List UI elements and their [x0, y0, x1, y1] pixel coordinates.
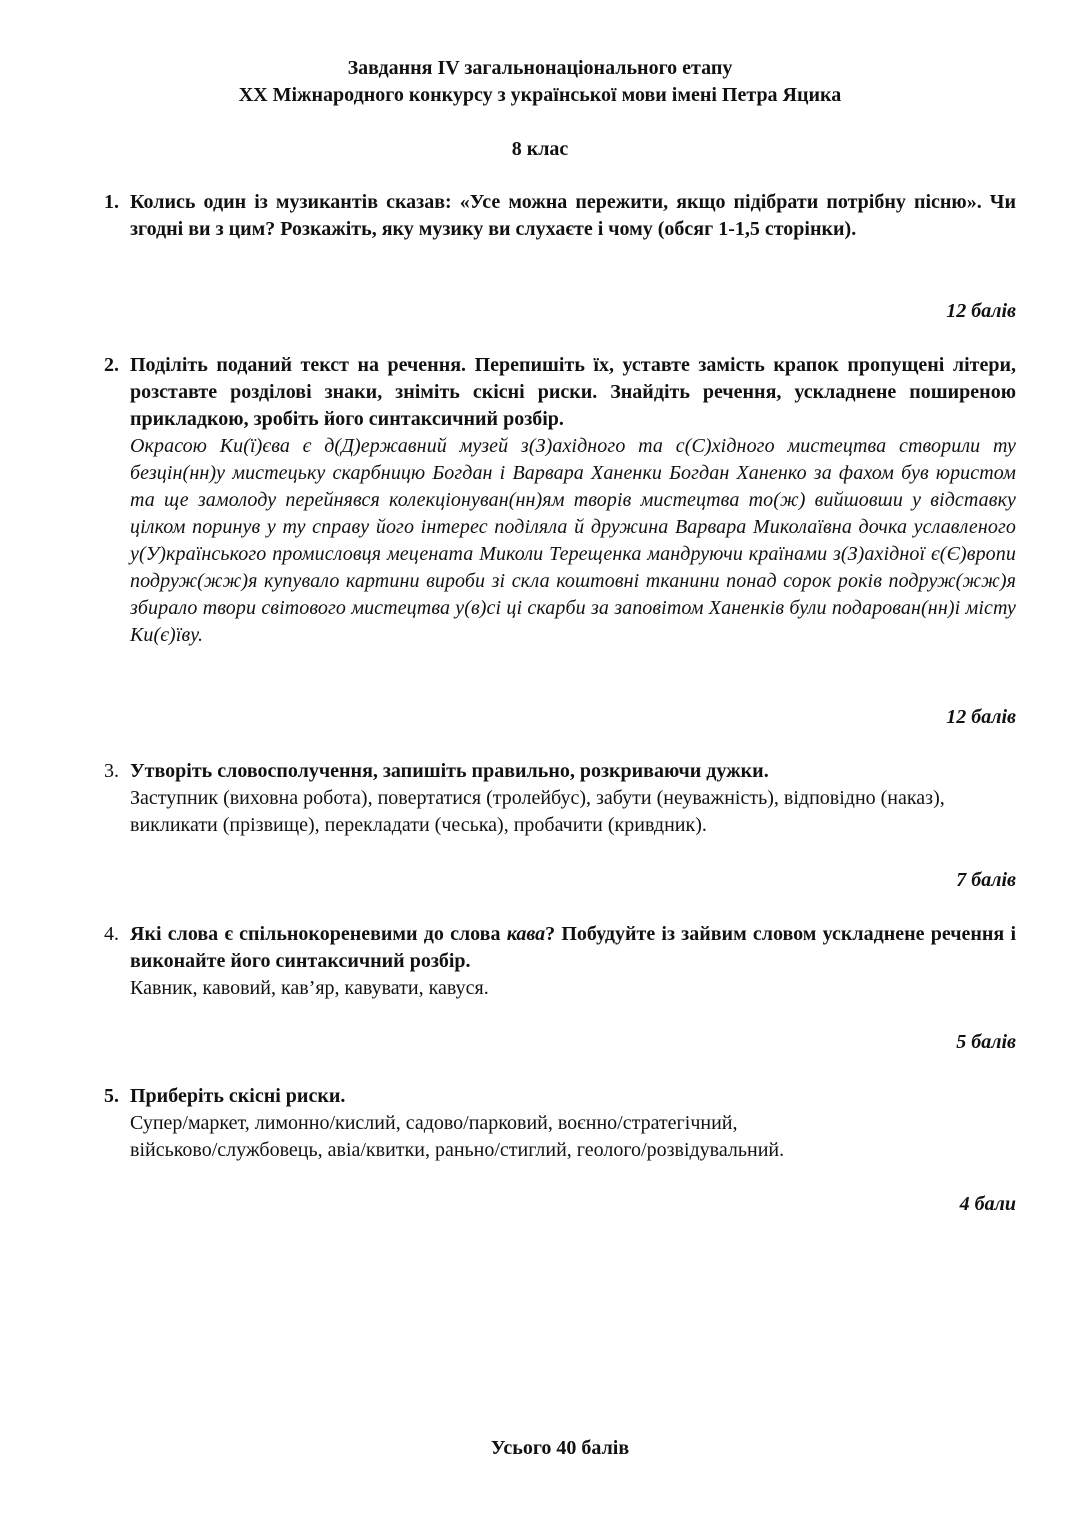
task-3: [104, 758, 1016, 839]
question-part-before: Які слова є спільнокореневими до слова: [130, 923, 507, 945]
header-title-line1: Завдання IV загальнонаціонального етапу: [347, 57, 733, 79]
task-number: 3.: [104, 760, 119, 782]
task-number: 5.: [104, 1085, 119, 1107]
task-4: [104, 921, 1016, 1002]
total-score: Усього 40 балів: [490, 1437, 630, 1459]
task-1: [104, 189, 1016, 243]
task-number: 2.: [104, 354, 119, 376]
task-text: Окрасою Ки(ї)єва є д(Д)ержавний музей з(З)ахідного та с(С)хідного мистецтва створили ту безцін(нн)у мистецьку скарбницю Богдан і Варвара Ханенки Богдан Ханенко за фахом був юристом та ще замолоду перейнявся колекціонуван(нн)ям творів мистецтва то(ж) вийшовши у відставку цілком поринув у ту справу його інтерес поділяла й дружина Варвара Миколаївна дочка уславленого у(У)країнського промисловця мецената Миколи Терещенка мандруючи країнами з(З)ахідної є(Є)вропи подруж(жж)я купувало картини вироби зі скла коштовні тканини понад сорок років подруж(жж)я збирало твори світового мистецтва у(в)сі ці скарби за заповітом Ханенків були подарован(нн)і місту Ки(є)їву.: [130, 435, 1016, 646]
task-question: [130, 921, 1016, 975]
task-3-score: 7 балів: [956, 869, 1016, 891]
grade-label: 8 клас: [511, 138, 569, 160]
task-question: Утворіть словосполучення, запишіть правильно, розкриваючи дужки.: [130, 760, 769, 782]
task-question: Колись один із музикантів сказав: «Усе можна пережити, якщо підібрати потрібну пісню». Чи згодні ви з цим? Розкажіть, яку музику ви слухаєте і чому (обсяг 1-1,5 сторінки).: [130, 191, 1016, 240]
task-text-line1: Супер/маркет, лимонно/кислий, садово/парковий, воєнно/стратегічний,: [130, 1112, 738, 1134]
task-text-line2: військово/службовець, авіа/квитки, раньно/стиглий, геолого/розвідувальний.: [130, 1139, 785, 1161]
question-part-after: ? Побудуйте із зайвим словом ускладнене речення і виконайте його синтаксичний розбір.: [130, 923, 1016, 972]
task-number: 4.: [104, 923, 119, 945]
task-5: [104, 1083, 1016, 1164]
task-2: [104, 352, 1016, 649]
task-text: Кавник, кавовий, кав’яр, кавувати, кавуся.: [130, 977, 489, 999]
task-question: Поділіть поданий текст на речення. Перепишіть їх, уставте замість крапок пропущені літери, розставте розділові знаки, зніміть скісні риски. Знайдіть речення, ускладнене поширеною прикладкою, зробіть його синтаксичний розбір.: [130, 354, 1016, 430]
task-5-score: 4 бали: [959, 1193, 1016, 1215]
task-question: Приберіть скісні риски.: [130, 1085, 346, 1107]
task-1-score: 12 балів: [946, 300, 1016, 322]
task-text: Заступник (виховна робота), повертатися (тролейбус), забути (неуважність), відповідно (наказ), викликати (прізвище), перекладати (чеська), пробачити (кривдник).: [130, 787, 945, 836]
task-4-score: 5 балів: [956, 1031, 1016, 1053]
task-number: 1.: [104, 191, 119, 213]
header-title-line2: XX Міжнародного конкурсу з української мови імені Петра Яцика: [238, 84, 842, 106]
question-keyword: кава: [506, 923, 546, 945]
task-2-score: 12 балів: [946, 706, 1016, 728]
